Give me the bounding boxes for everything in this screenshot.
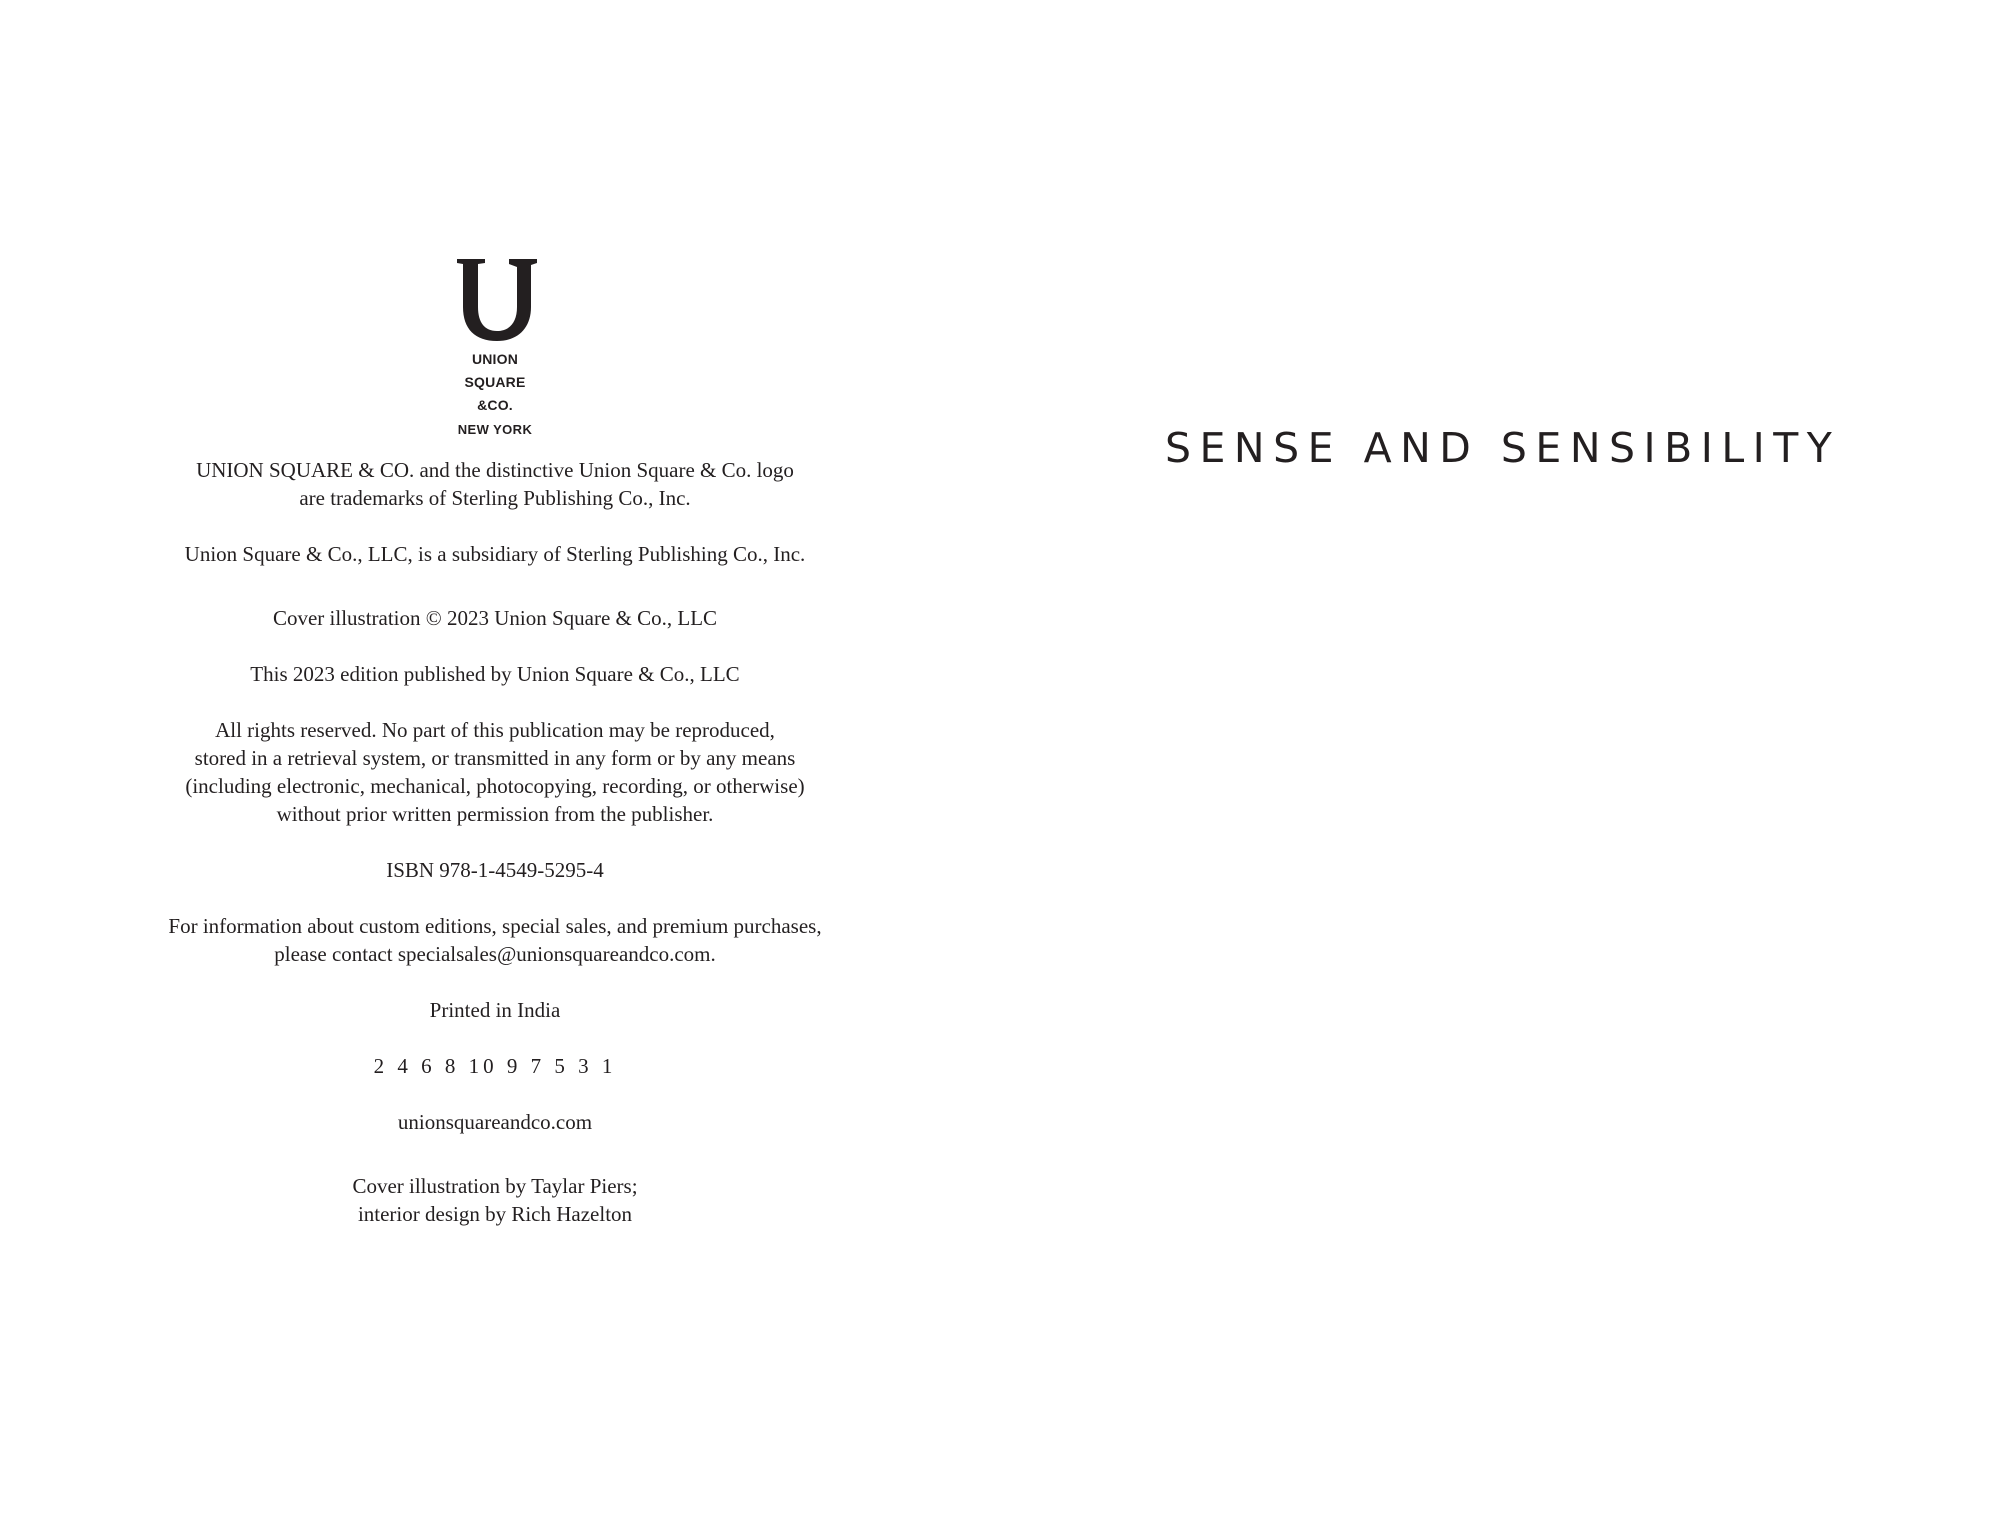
isbn-line: ISBN 978-1-4549-5295-4 bbox=[386, 858, 604, 882]
printed-line: Printed in India bbox=[429, 998, 561, 1022]
publisher-logo-name-line-2: SQUARE bbox=[464, 374, 526, 390]
sales-info-line-2: please contact specialsales@unionsquareandco.com. bbox=[274, 942, 716, 966]
credits-notice bbox=[100, 1172, 890, 1228]
print-line-notice bbox=[100, 1052, 890, 1080]
rights-line-1: All rights reserved. No part of this publication may be reproduced, bbox=[215, 718, 775, 742]
website-line: unionsquareandco.com bbox=[397, 1110, 593, 1134]
rights-line-2: stored in a retrieval system, or transmitted in any form or by any means bbox=[194, 746, 796, 770]
website-notice bbox=[100, 1108, 890, 1136]
print-number-line: 2 4 6 8 10 9 7 5 3 1 bbox=[373, 1054, 617, 1078]
edition-line: This 2023 edition published by Union Square & Co., LLC bbox=[250, 662, 740, 686]
half-title-page bbox=[1000, 0, 2000, 1524]
sales-info-notice bbox=[100, 912, 890, 968]
isbn-notice bbox=[100, 856, 890, 884]
sales-info-line-1: For information about custom editions, special sales, and premium purchases, bbox=[168, 914, 822, 938]
printed-notice bbox=[100, 996, 890, 1024]
credits-line-2: interior design by Rich Hazelton bbox=[357, 1202, 633, 1226]
subsidiary-line: Union Square & Co., LLC, is a subsidiary of Sterling Publishing Co., Inc. bbox=[184, 542, 806, 566]
cover-copyright-notice bbox=[100, 604, 890, 632]
publisher-logo-name-line-3: &CO. bbox=[477, 397, 513, 413]
book-title: SENSE AND SENSIBILITY bbox=[1165, 424, 1841, 472]
subsidiary-notice bbox=[100, 540, 890, 568]
credits-line-1: Cover illustration by Taylar Piers; bbox=[352, 1174, 638, 1198]
edition-notice bbox=[100, 660, 890, 688]
publisher-logo-city: NEW YORK bbox=[457, 422, 533, 437]
trademark-notice bbox=[100, 456, 890, 512]
publisher-u-mark-icon bbox=[445, 255, 545, 343]
publisher-logo bbox=[400, 255, 590, 437]
trademark-line-1: UNION SQUARE & CO. and the distinctive Union Square & Co. logo bbox=[196, 458, 794, 482]
publisher-logo-name-line-1: UNION bbox=[471, 351, 519, 367]
rights-line-4: without prior written permission from the publisher. bbox=[276, 802, 714, 826]
rights-notice bbox=[100, 716, 890, 828]
trademark-line-2: are trademarks of Sterling Publishing Co., Inc. bbox=[299, 486, 691, 510]
rights-line-3: (including electronic, mechanical, photocopying, recording, or otherwise) bbox=[185, 774, 805, 798]
cover-copyright-line: Cover illustration © 2023 Union Square & Co., LLC bbox=[272, 606, 718, 630]
